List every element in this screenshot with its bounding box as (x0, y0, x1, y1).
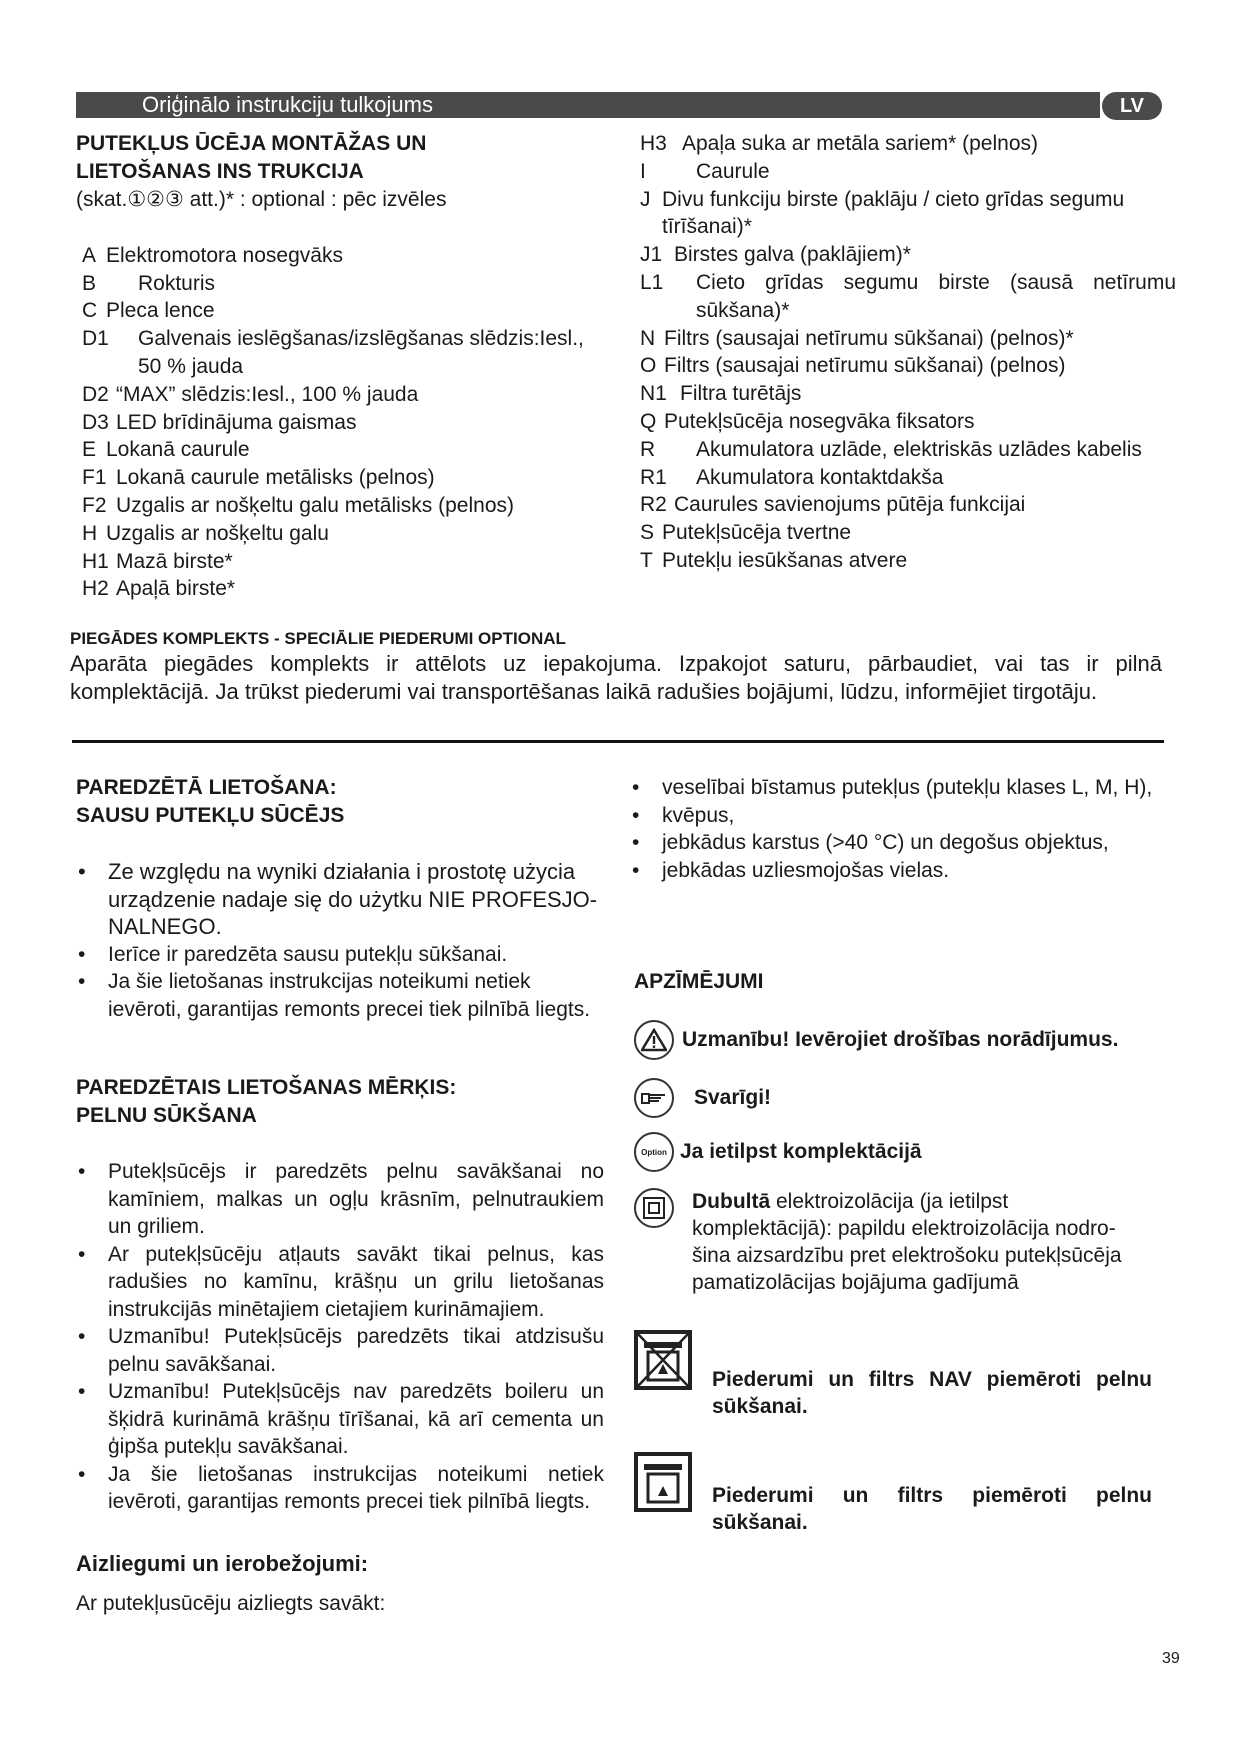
symbol-row-suitable (634, 1452, 1174, 1536)
list-item: H1 Mazā birste* (82, 549, 233, 573)
language-badge: LV (1102, 92, 1162, 120)
list-item: H2 Apaļā birste* (82, 577, 236, 601)
ash-use-title-line1: PAREDZĒTAIS LIETOŠANAS MĒRĶIS: (76, 1076, 457, 1099)
list-item: B Rokturis (82, 271, 216, 295)
list-item: H Uzgalis ar nošķeltu galu (82, 521, 329, 545)
page-number: 39 (1162, 1650, 1180, 1667)
list-item: • Putekļsūcējs ir paredzēts pelnu savākšanai no kamīniem, malkas un ogļu krāsnīm, pelnutraukiem un griliem. (76, 1158, 604, 1241)
list-item: F2 Uzgalis ar nošķeltu galu metālisks (pelnos) (82, 493, 515, 517)
list-item: J1 Birstes galva (paklājiem)* (640, 243, 911, 267)
list-item: A Elektromotora nosegvāks (82, 243, 343, 267)
section-divider (72, 740, 1164, 743)
symbol-optional-text: Ja ietilpst komplektācijā (680, 1140, 922, 1163)
symbol-row-double-insulation (634, 1188, 1174, 1296)
list-item: R Akumulatora uzlāde, elektriskās uzlādes kabelis (640, 437, 1142, 461)
list-item: • jebkādus karstus (>40 °C) un degošus objektus, (630, 829, 1170, 857)
list-item: D3 LED brīdinājuma gaismas (82, 410, 357, 434)
symbol-suitable-text: Piederumi un filtrs piemēroti pelnu sūkšanai. (712, 1484, 1152, 1534)
restrictions-text: Ar putekļusūcēju aizliegts savākt: (76, 1592, 386, 1615)
list-item: D2 “MAX” slēdzis:Iesl., 100 % jauda (82, 382, 419, 406)
list-item: • veselībai bīstamus putekļus (putekļu klases L, M, H), (630, 774, 1170, 802)
list-item: • Uzmanību! Putekļsūcējs nav paredzēts boileru un šķidrā kurināmā krāšņu tīrīšanai, kā arī cementa un ģipša putekļu savākšanai. (76, 1378, 604, 1461)
symbol-not-suitable-text: Piederumi un filtrs NAV piemēroti pelnu sūkšanai. (712, 1368, 1152, 1418)
list-item: C Pleca lence (82, 299, 215, 323)
list-item: S Putekļsūcēja tvertne (640, 521, 852, 545)
delivery-text: Aparāta piegādes komplekts ir attēlots uz iepakojuma. Izpakojot saturu, pārbaudiet, vai tas ir pilnā komplektācijā. Ja trūkst piederumi vai transportēšanas laikā radušies bojājumi, lūdzu, informējiet tirgotāju. (70, 651, 1162, 704)
list-item: • Uzmanību! Putekļsūcējs paredzēts tikai atdzisušu pelnu savākšanai. (76, 1323, 604, 1378)
intended-use-title-line2: SAUSU PUTEKĻU SŪCĒJS (76, 804, 345, 827)
list-item: • Ja šie lietošanas instrukcijas noteikumi netiek ievēroti, garantijas remonts precei tiek pilnībā liegts. (76, 968, 604, 1023)
list-item: R2 Caurules savienojums pūtēja funkcijai (640, 493, 1026, 517)
restrictions-section (76, 1550, 604, 1618)
symbol-important-text: Svarīgi! (694, 1086, 772, 1109)
manual-subtitle: (skat.①②③ att.)* : optional : pēc izvēles (76, 188, 447, 211)
symbol-row-important (634, 1078, 1174, 1118)
list-item: D1 Galvenais ieslēgšanas/izslēgšanas slēdzis:Iesl., 50 % jauda (82, 327, 584, 378)
parts-list-left (76, 130, 636, 603)
manual-title-line1: PUTEKĻUS ŪCĒJA MONTĀŽAS UN (76, 132, 427, 155)
list-item: I Caurule (640, 159, 770, 183)
ash-use-title-line2: PELNU SŪKŠANA (76, 1104, 257, 1127)
list-item: H3 Apaļa suka ar metāla sariem* (pelnos) (640, 132, 1038, 155)
parts-list-right (640, 130, 1180, 575)
list-item: • Ja šie lietošanas instrukcijas noteikumi netiek ievēroti, garantijas remonts precei tiek pilnībā liegts. (76, 1461, 604, 1516)
restrictions-title: Aizliegumi un ierobežojumi: (76, 1551, 369, 1576)
symbol-row-optional (634, 1132, 1174, 1172)
pointing-hand-icon (634, 1078, 674, 1118)
symbol-row-warning (634, 1020, 1174, 1060)
symbol-row-not-suitable (634, 1330, 1174, 1420)
symbols-section (634, 968, 1174, 1536)
list-item: • Ze względu na wyniki działania i prostotę użycia urządzenie nadaje się do użytku NIE PROFESJO-NALNEGO. (76, 858, 604, 941)
manual-title-line2: LIETOŠANAS INS TRUKCIJA (76, 160, 364, 183)
list-item: • jebkādas uzliesmojošas vielas. (630, 857, 1170, 885)
optional-icon: Option (634, 1132, 674, 1172)
double-insulation-icon (634, 1188, 674, 1228)
fireplace-icon (634, 1452, 692, 1517)
header-title: Oriģinālo instrukciju tulkojums (142, 92, 433, 117)
list-item: • kvēpus, (630, 802, 1170, 830)
delivery-section (70, 628, 1162, 705)
forbidden-list (630, 774, 1170, 884)
list-item: T Putekļu iesūkšanas atvere (640, 548, 908, 572)
list-item: • Ierīce ir paredzēta sausu putekļu sūkšanai. (76, 941, 604, 969)
list-item: F1 Lokanā caurule metālisks (pelnos) (82, 466, 435, 490)
list-item: Q Putekļsūcēja nosegvāka fiksators (640, 409, 975, 433)
fireplace-crossed-icon (634, 1330, 692, 1395)
intended-use-section (76, 774, 604, 1023)
list-item: L1 Cieto grīdas segumu birste (sausā netīrumu sūkšana)* (640, 270, 1176, 322)
list-item: J Divu funkciju birste (paklāju / cieto grīdas segumu tīrīšanai)* (640, 187, 1125, 239)
list-item: E Lokanā caurule (82, 438, 250, 462)
list-item: O Filtrs (sausajai netīrumu sūkšanai) (pelnos) (640, 354, 1066, 378)
symbols-title: APZĪMĒJUMI (634, 970, 764, 993)
warning-triangle-icon (634, 1020, 674, 1060)
list-item: R1 Akumulatora kontaktdakša (640, 465, 944, 489)
symbol-warning-text: Uzmanību! Ievērojiet drošības norādījumus. (682, 1028, 1119, 1051)
list-item: • Ar putekļsūcēju atļauts savākt tikai pelnus, kas radušies no kamīnu, krāšņu un grilu lietošanas instrukcijās minētajiem cietajiem kurināmajiem. (76, 1241, 604, 1324)
list-item: N Filtrs (sausajai netīrumu sūkšanai) (pelnos)* (640, 326, 1074, 350)
ash-use-section (76, 1074, 604, 1516)
delivery-title: PIEGĀDES KOMPLEKTS - SPECIĀLIE PIEDERUMI OPTIONAL (70, 629, 566, 648)
symbol-double-insulation-text: Dubultā elektroizolācija (ja ietilpst komplektācijā): papildu elektroizolācija nodro- šina aizsardzību pret elektrošoku putekļsūcēja pamatizolācijas bojājuma gadījumā (692, 1190, 1122, 1294)
list-item: N1 Filtra turētājs (640, 382, 802, 406)
intended-use-title-line1: PAREDZĒTĀ LIETOŠANA: (76, 776, 337, 799)
